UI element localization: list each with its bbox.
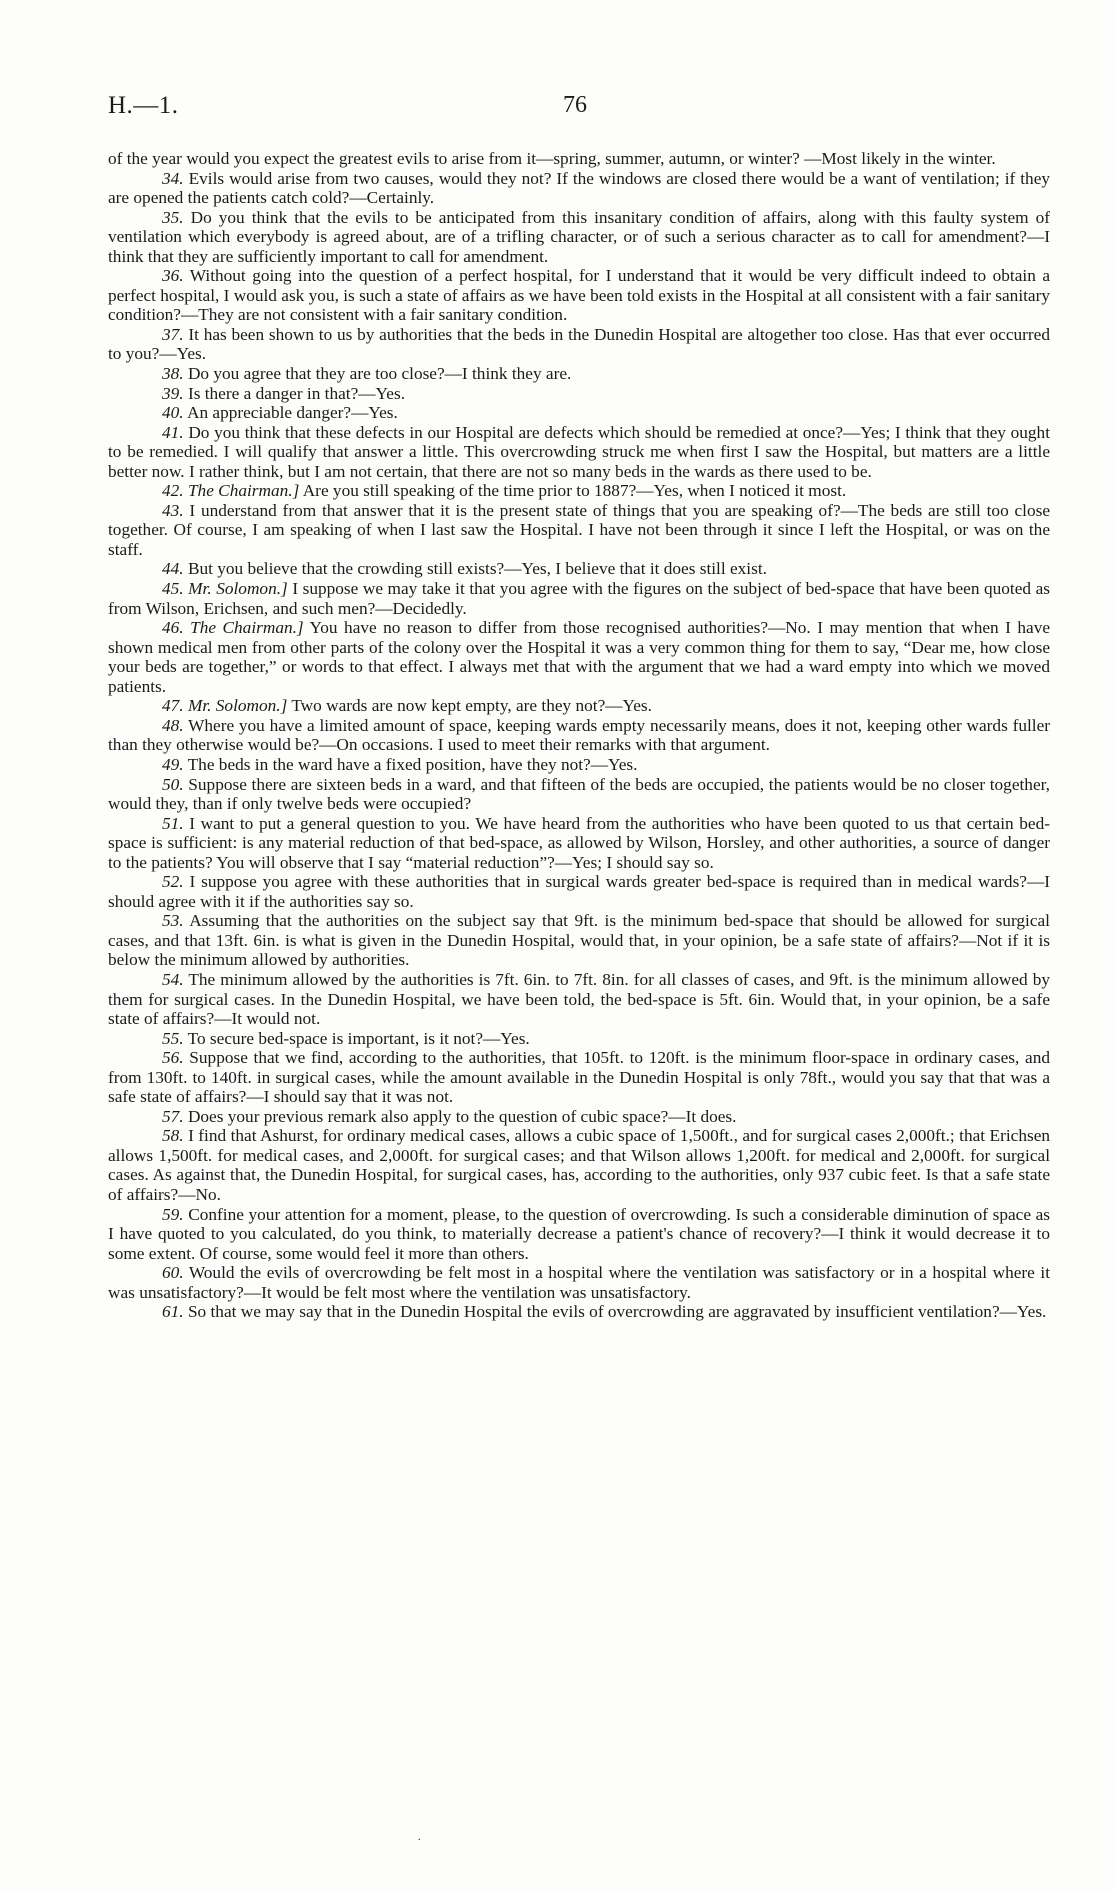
question-paragraph	[108, 559, 1050, 579]
evidence-transcript	[108, 149, 1050, 1322]
question-number: 35.	[162, 207, 184, 227]
question-text: I suppose we may take it that you agree with the figures on the subject of bed-space that have been quoted as from Wilson, Erichsen, and such men?—Decidedly.	[108, 579, 1050, 618]
question-text: Would the evils of overcrowding be felt most in a hospital where the ventilation was satisfactory or in a hospital where it was unsatisfactory?—It would be felt most where the ventilation was unsatisfactory.	[108, 1263, 1050, 1302]
question-number: 43.	[162, 500, 184, 520]
question-number: 59.	[162, 1204, 184, 1224]
question-paragraph	[108, 1029, 1050, 1049]
question-paragraph	[108, 169, 1050, 208]
page-header	[108, 92, 1050, 132]
page-number: 76	[563, 92, 587, 118]
question-text: The beds in the ward have a fixed position, have they not?—Yes.	[187, 754, 638, 774]
question-paragraph	[108, 1263, 1050, 1302]
question-text: Does your previous remark also apply to the question of cubic space?—It does.	[187, 1106, 737, 1126]
question-paragraph	[108, 755, 1050, 775]
question-paragraph	[108, 403, 1050, 423]
question-text: I understand from that answer that it is the present state of things that you are speaking of?—The beds are still too close together. Of course, I am speaking of when I last saw the Hospital. I have not been through it since I left the Hospital, or was on the staff.	[108, 500, 1050, 559]
question-number: 46.	[162, 618, 184, 638]
question-number: 38.	[162, 364, 184, 384]
question-paragraph	[108, 149, 1050, 169]
question-paragraph	[108, 911, 1050, 970]
question-text: I suppose you agree with these authorities that in surgical wards greater bed-space is required than in medical wards?—I should agree with it if the authorities say so.	[108, 872, 1050, 911]
question-number: 57.	[162, 1106, 184, 1126]
question-text: I find that Ashurst, for ordinary medical cases, allows a cubic space of 1,500ft., and for surgical cases 2,000ft.; that Erichsen allows 1,500ft. for medical cases, and 2,000ft. for surgical cases; and that Wilson allows 1,200ft. for medical and 2,000ft. for surgical cases. As against that, the Dunedin Hospital, for surgical cases, has, according to the authorities, only 937 cubic feet. Is that a safe state of affairs?—No.	[108, 1126, 1050, 1204]
question-text: Confine your attention for a moment, please, to the question of overcrowding. Is such a considerable diminution of space as I have quoted to you calculated, do you think, to materially decrease a patient's chance of recovery?—I think it would decrease it to some extent. Of course, some would feel it more than others.	[108, 1204, 1051, 1263]
question-text: of the year would you expect the greatest evils to arise from it—spring, summer, autumn, or winter? —Most likely in the winter.	[108, 149, 996, 168]
question-number: 47.	[162, 696, 184, 716]
question-text: Assuming that the authorities on the subject say that 9ft. is the minimum bed-space that should be allowed for surgical cases, and that 13ft. 6in. is what is given in the Dunedin Hospital, would that, in your opinion, be a safe state of affairs?—Not if it is below the minimum allowed by authorities.	[108, 911, 1050, 970]
question-text: Suppose that we find, according to the authorities, that 105ft. to 120ft. is the minimum floor-space in ordinary cases, and from 130ft. to 140ft. in surgical cases, while the amount available in the Dunedin Hospital is only 78ft., would you say that that was a safe state of affairs?—I should say that it was not.	[108, 1048, 1050, 1107]
question-number: 53.	[162, 911, 184, 931]
speaker-label: Mr. Solomon.]	[187, 696, 288, 716]
speaker-label: The Chairman.]	[187, 481, 300, 501]
question-number: 39.	[162, 383, 184, 403]
question-number: 52.	[162, 872, 184, 892]
question-text: But you believe that the crowding still exists?—Yes, I believe that it does still exist.	[187, 559, 767, 579]
question-paragraph	[108, 384, 1050, 404]
question-paragraph	[108, 872, 1050, 911]
question-paragraph	[108, 1107, 1050, 1127]
question-number: 55.	[162, 1028, 184, 1048]
question-paragraph	[108, 364, 1050, 384]
question-text: An appreciable danger?—Yes.	[186, 403, 398, 423]
question-text: You have no reason to differ from those recognised authorities?—No. I may mention that when I have shown medical men from other parts of the colony over the Hospital it was a very common thing for them to say, “Dear me, how close your beds are together,” or words to that effect. I always met that with the argument that we had a ward empty into which we moved patients.	[108, 618, 1051, 696]
question-text: Where you have a limited amount of space, keeping wards empty necessarily means, does it not, keeping other wards fuller than they otherwise would be?—On occasions. I used to meet their remarks with that argument.	[108, 715, 1050, 755]
speaker-label: The Chairman.]	[190, 618, 304, 638]
question-text: Suppose there are sixteen beds in a ward, and that fifteen of the beds are occupied, the patients would be no closer together, would they, than if only twelve beds were occupied?	[108, 774, 1050, 814]
question-text: Are you still speaking of the time prior to 1887?—Yes, when I noticed it most.	[302, 481, 847, 501]
question-paragraph	[108, 970, 1050, 1029]
question-number: 44.	[162, 559, 184, 579]
question-text: Two wards are now kept empty, are they not?—Yes.	[291, 696, 652, 716]
question-paragraph	[108, 1205, 1050, 1264]
question-number: 42.	[162, 481, 184, 501]
question-number: 48.	[162, 715, 184, 735]
question-text: So that we may say that in the Dunedin Hospital the evils of overcrowding are aggravated by insufficient ventilation?—Yes.	[187, 1302, 1047, 1322]
question-paragraph	[108, 423, 1050, 482]
question-number: 56.	[162, 1048, 184, 1068]
question-paragraph	[108, 266, 1050, 325]
question-number: 34.	[162, 168, 184, 188]
question-paragraph	[108, 325, 1050, 364]
question-paragraph	[108, 696, 1050, 716]
question-text: Evils would arise from two causes, would they not? If the windows are closed there would be a want of ventilation; if they are opened the patients catch cold?—Certainly.	[108, 168, 1050, 208]
question-number: 45.	[162, 579, 184, 599]
question-text: Without going into the question of a perfect hospital, for I understand that it would be very difficult indeed to obtain a perfect hospital, I would ask you, is such a state of affairs as we have been told exists in the Hospital at all consistent with a fair sanitary condition?—They are not consistent with a fair sanitary condition.	[108, 266, 1050, 325]
question-paragraph	[108, 618, 1050, 696]
question-paragraph	[108, 814, 1050, 873]
question-number: 37.	[162, 324, 184, 344]
question-number: 36.	[162, 266, 184, 286]
question-text: To secure bed-space is important, is it not?—Yes.	[187, 1028, 530, 1048]
question-text: Do you think that the evils to be anticipated from this insanitary condition of affairs, along with this faulty system of ventilation which everybody is agreed about, are of a trifling character, or of such a serious character as to call for amendment?—I think that they are sufficiently important to call for amendment.	[108, 207, 1050, 266]
question-number: 54.	[162, 969, 184, 989]
question-number: 41.	[162, 422, 184, 442]
question-paragraph	[108, 579, 1050, 618]
question-paragraph	[108, 481, 1050, 501]
question-paragraph	[108, 716, 1050, 755]
question-number: 61.	[162, 1302, 184, 1322]
footer-mark: .	[418, 1832, 421, 1843]
question-number: 60.	[162, 1263, 184, 1283]
question-number: 50.	[162, 774, 184, 794]
question-text: Do you agree that they are too close?—I think they are.	[187, 364, 572, 384]
question-text: Is there a danger in that?—Yes.	[187, 383, 406, 403]
question-text: Do you think that these defects in our Hospital are defects which should be remedied at once?—Yes; I think that they ought to be remedied. I will qualify that answer a little. This overcrowding struck me when first I saw the Hospital, but matters are a little better now. I rather think, but I am not certain, that there are not so many beds in the wards as there used to be.	[108, 422, 1051, 481]
question-paragraph	[108, 1048, 1050, 1107]
document-id: H.—1.	[108, 92, 179, 119]
question-text: I want to put a general question to you. We have heard from the authorities who have been quoted to us that certain bed-space is sufficient: is any material reduction of that bed-space, as allowed by Wilson, Horsley, and other authorities, a source of danger to the patients? You will observe that I say “material reduction”?—Yes; I should say so.	[108, 813, 1050, 872]
speaker-label: Mr. Solomon.]	[188, 579, 288, 599]
question-paragraph	[108, 208, 1050, 267]
question-number: 58.	[162, 1126, 184, 1146]
question-paragraph	[108, 1126, 1050, 1204]
question-text: The minimum allowed by the authorities is 7ft. 6in. to 7ft. 8in. for all classes of cases, and 9ft. is the minimum allowed by them for surgical cases. In the Dunedin Hospital, we have been told, the bed-space is 5ft. 6in. Would that, in your opinion, be a safe state of affairs?—It would not.	[108, 969, 1051, 1029]
question-paragraph	[108, 501, 1050, 560]
question-text: It has been shown to us by authorities that the beds in the Dunedin Hospital are altogether too close. Has that ever occurred to you?—Yes.	[108, 324, 1050, 364]
question-paragraph	[108, 1302, 1050, 1322]
question-number: 40.	[162, 403, 184, 423]
question-paragraph	[108, 775, 1050, 814]
question-number: 49.	[162, 754, 184, 774]
question-number: 51.	[162, 813, 184, 833]
